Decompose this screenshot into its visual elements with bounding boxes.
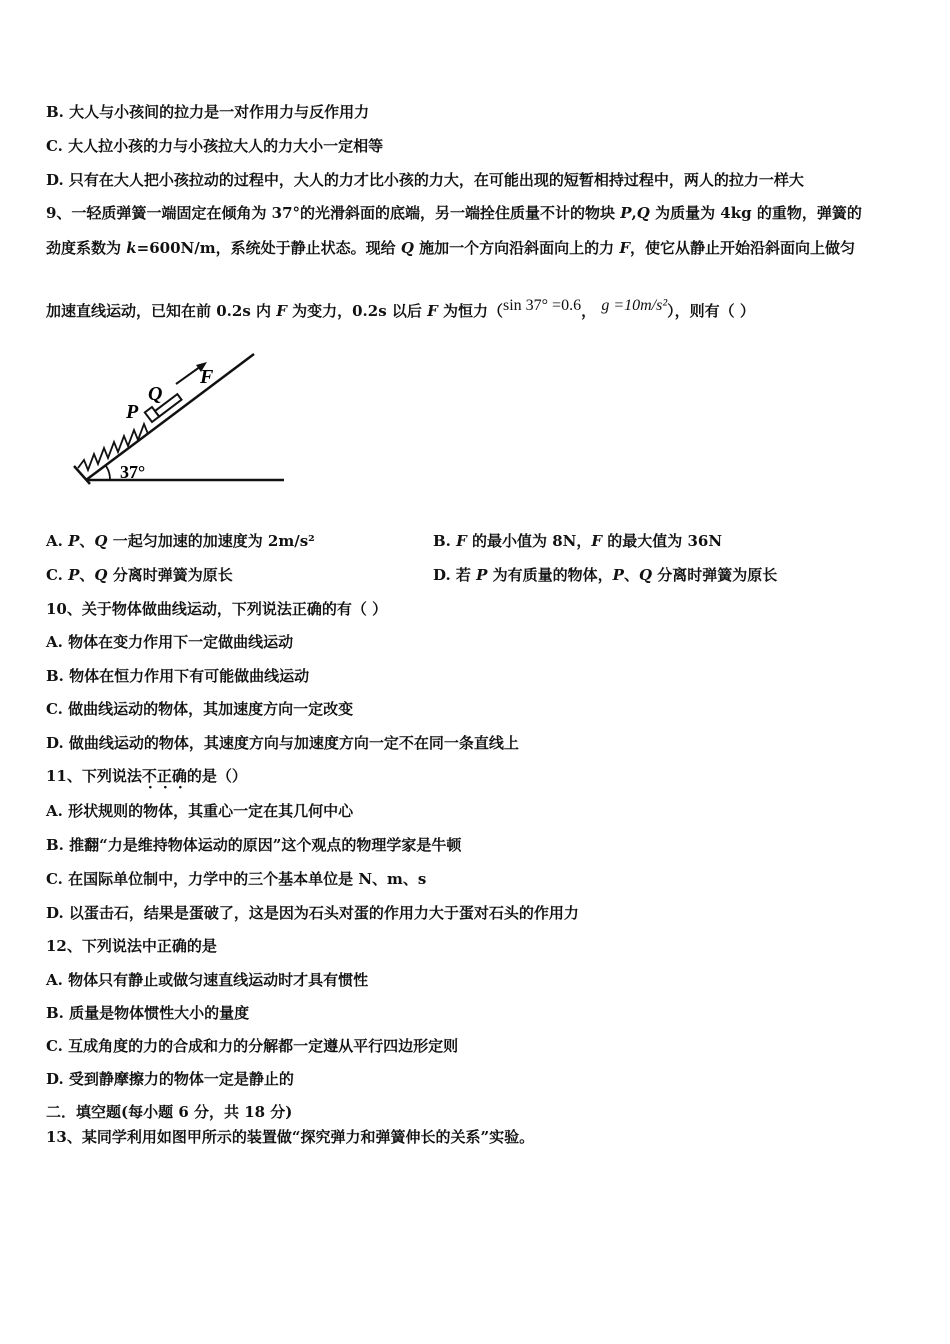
q9-option-a: A. P、Q 一起匀加速的加速度为 2m/s² <box>46 532 315 550</box>
q12-option-a: A. 物体只有静止或做匀速直线运动时才具有惯性 <box>46 971 369 989</box>
q9-stem-line-3: 加速直线运动，已知在前 0.2s 内 F 为变力，0.2s 以后 F 为恒力（sin 37° =0.6， g =10m/s²），则有（ ） <box>46 297 755 320</box>
q12-option-b: B. 质量是物体惯性大小的量度 <box>46 1004 250 1022</box>
incline-line <box>86 354 254 480</box>
q9-stem-line-1: 9、一轻质弹簧一端固定在倾角为 37°的光滑斜面的底端，另一端拴住质量不计的物块 P,Q 为质量为 4kg 的重物，弹簧的 <box>46 204 862 222</box>
q9-option-d: D. 若 P 为有质量的物体，P、Q 分离时弹簧为原长 <box>433 566 778 584</box>
q11-stem: 11、下列说法不正确的是（） <box>46 767 247 785</box>
q11-option-b: B. 推翻“力是维持物体运动的原因”这个观点的物理学家是牛顿 <box>46 836 462 854</box>
q9-g-expression: g =10m/s² <box>601 297 668 314</box>
section-title: 二．填空题(每小题 6 分，共 18 分) <box>46 1103 293 1121</box>
label-f: F <box>200 366 214 388</box>
q11-option-a: A. 形状规则的物体，其重心一定在其几何中心 <box>46 802 354 820</box>
q10-option-a: A. 物体在变力作用下一定做曲线运动 <box>46 633 294 651</box>
q12-option-d: D. 受到静摩擦力的物体一定是静止的 <box>46 1070 294 1088</box>
q12-stem: 12、下列说法中正确的是 <box>46 937 217 955</box>
angle-label: 37° <box>120 462 146 482</box>
q8-option-b: B. 大人与小孩间的拉力是一对作用力与反作用力 <box>46 103 370 121</box>
q12-option-c: C. 互成角度的力的合成和力的分解都一定遵从平行四边形定则 <box>46 1037 459 1055</box>
q9-option-c: C. P、Q 分离时弹簧为原长 <box>46 566 233 584</box>
incline-diagram <box>66 348 296 488</box>
q10-option-c: C. 做曲线运动的物体，其加速度方向一定改变 <box>46 700 354 718</box>
label-p: P <box>126 401 139 423</box>
label-q: Q <box>148 383 163 405</box>
q8-option-c: C. 大人拉小孩的力与小孩拉大人的力大小一定相等 <box>46 137 384 155</box>
q9-sin-expression: sin 37° =0.6 <box>502 297 582 314</box>
q8-option-d: D. 只有在大人把小孩拉动的过程中，大人的力才比小孩的力大，在可能出现的短暂相持过程中，两人的拉力一样大 <box>46 171 804 189</box>
q10-stem: 10、关于物体做曲线运动，下列说法正确的有（ ） <box>46 600 388 618</box>
q10-option-d: D. 做曲线运动的物体，其速度方向与加速度方向一定不在同一条直线上 <box>46 734 519 752</box>
q13-stem: 13、某同学利用如图甲所示的装置做“探究弹力和弹簧伸长的关系”实验。 <box>46 1128 535 1146</box>
q9-option-b: B. F 的最小值为 8N，F 的最大值为 36N <box>433 532 723 550</box>
angle-arc <box>106 466 110 480</box>
q11-option-c: C. 在国际单位制中，力学中的三个基本单位是 N、m、s <box>46 870 427 888</box>
q11-option-d: D. 以蛋击石，结果是蛋破了，这是因为石头对蛋的作用力大于蛋对石头的作用力 <box>46 904 579 922</box>
q9-stem-line-2: 劲度系数为 k=600N/m，系统处于静止状态。现给 Q 施加一个方向沿斜面向上的力 F，使它从静止开始沿斜面向上做匀 <box>46 239 856 257</box>
q10-option-b: B. 物体在恒力作用下有可能做曲线运动 <box>46 667 310 685</box>
